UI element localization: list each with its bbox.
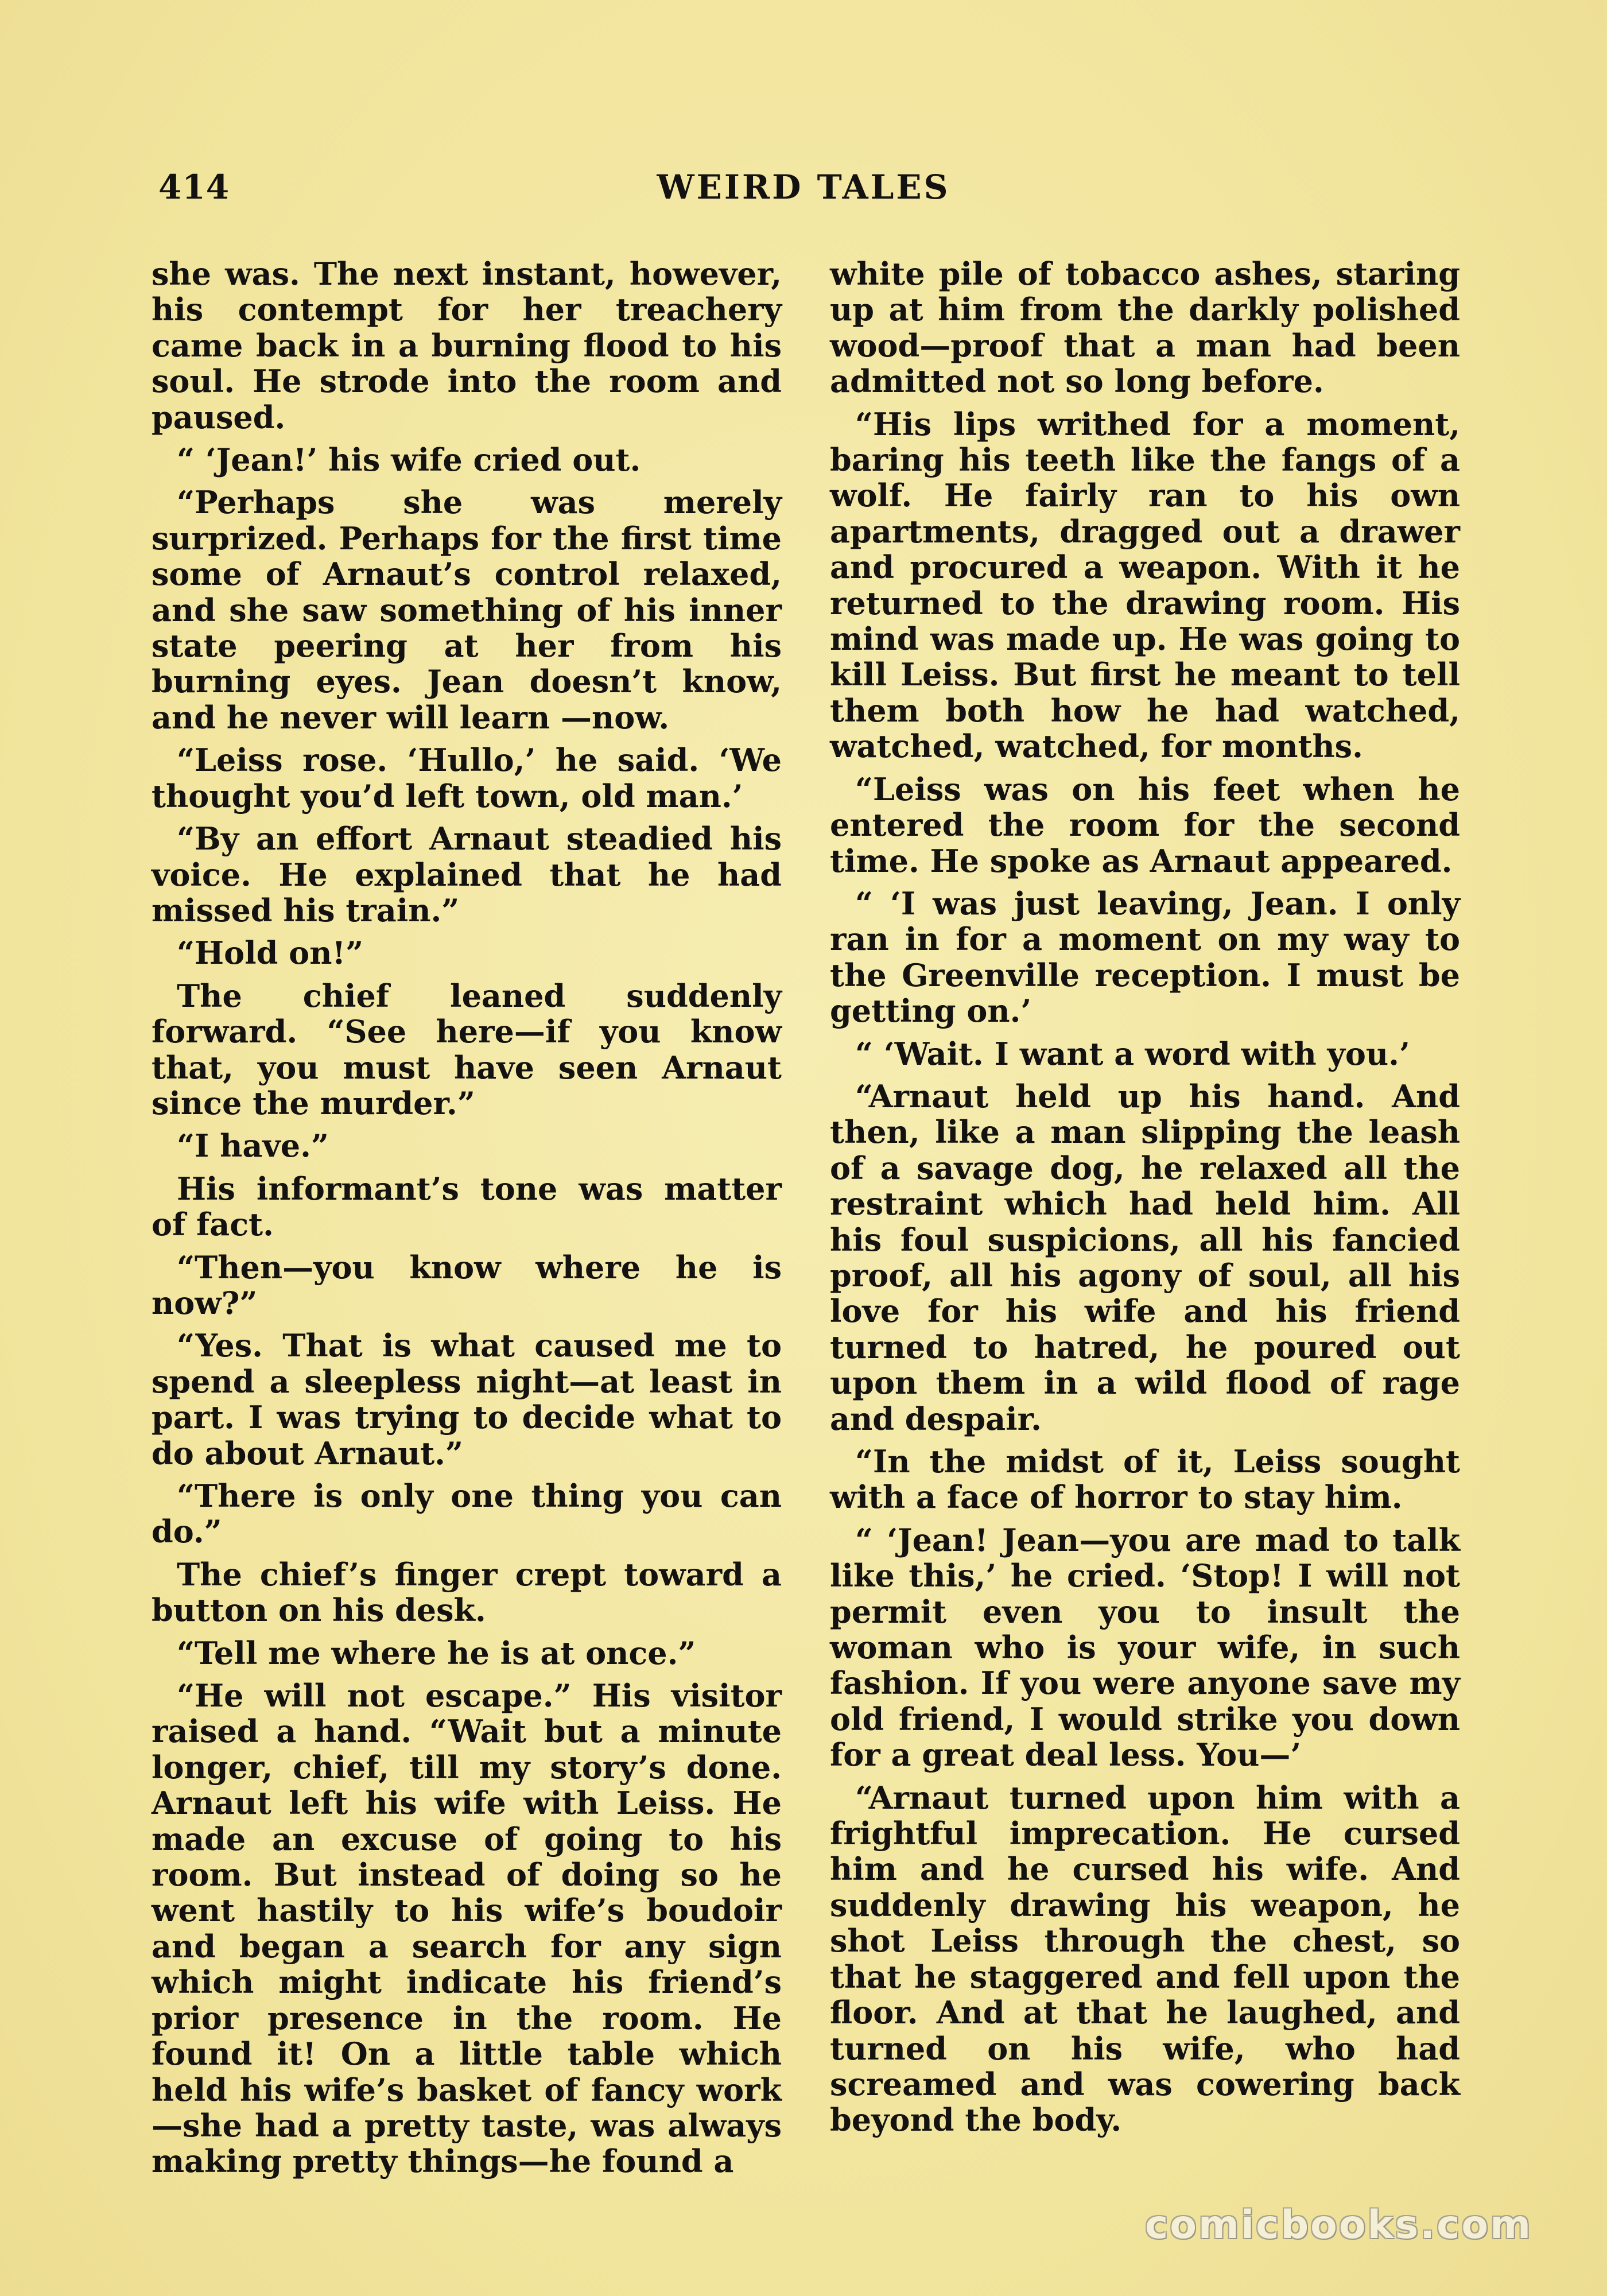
- paragraph: “Hold on!”: [177, 934, 364, 972]
- left-column: [152, 256, 782, 2186]
- paragraph: “Yes. That is what caused me to spend a sleepless night—at least in part. I was trying to decide what to do about Arnaut.”: [152, 1327, 782, 1472]
- paragraph: “In the midst of it, Leiss sought with a face of horror to stay him.: [830, 1443, 1460, 1516]
- paragraph: “Arnaut turned upon him with a frightful imprecation. He cursed him and he cursed his wife. And suddenly drawing his weapon, he shot Leiss through the chest, so that he staggered and fell upon the floor. And at that he laughed, and turned on his wife, who had screamed and was cowering back beyond the body.: [830, 1779, 1460, 2139]
- paragraph: The chief’s finger crept toward a button on his desk.: [152, 1556, 782, 1629]
- paragraph: “Arnaut held up his hand. And then, like a man slipping the leash of a savage dog, he relaxed all the restraint which had held him. All his foul suspicions, all his fancied proof, all his agony of soul, all his love for his wife and his friend turned to hatred, he poured out upon them in a wild flood of rage and despair.: [830, 1077, 1460, 1437]
- paragraph: “ ‘Wait. I want a word with you.’: [855, 1035, 1410, 1072]
- paragraph: The chief leaned suddenly forward. “See here—if you know that, you must have seen Arnaut since the murder.”: [152, 977, 782, 1122]
- paragraph: “ ‘Jean! Jean—you are mad to talk like this,’ he cried. ‘Stop! I will not permit even you to insult the woman who is your wife, in such fashion. If you were anyone save my old friend, I would strike you down for a great deal less. You—’: [830, 1521, 1460, 1774]
- right-column: [830, 256, 1460, 2145]
- paragraph: His informant’s tone was matter of fact.: [152, 1170, 782, 1243]
- paragraph: “There is only one thing you can do.”: [152, 1477, 782, 1550]
- paragraph: “He will not escape.” His visitor raised a hand. “Wait but a minute longer, chief, till my story’s done. Arnaut left his wife with Leiss. He made an excuse of going to his room. But instead of doing so he went hastily to his wife’s boudoir and began a search for any sign which might indicate his friend’s prior presence in the room. He found it! On a little table which held his wife’s basket of fancy work —she had a pretty taste, was always making pretty things—he found a: [152, 1677, 782, 2180]
- paragraph: “Leiss rose. ‘Hullo,’ he said. ‘We thought you’d left town, old man.’: [152, 742, 782, 815]
- paragraph: “His lips writhed for a moment, baring his teeth like the fangs of a wolf. He fairly ran to his own apartments, dragged out a drawer and procured a weapon. With it he returned to the drawing room. His mind was made up. He was going to kill Leiss. But first he meant to tell them both how he had watched, watched, watched, for months.: [830, 405, 1460, 765]
- paragraph: “I have.”: [177, 1127, 329, 1165]
- paragraph: “Perhaps she was merely surprized. Perhaps for the first time some of Arnaut’s control relaxed, and she saw something of his inner state peering at her from his burning eyes. Jean doesn’t know, and he never will learn —now.: [152, 484, 782, 736]
- paragraph: “ ‘I was just leaving, Jean. I only ran in for a moment on my way to the Greenville reception. I must be getting on.’: [830, 885, 1460, 1030]
- paragraph: “Then—you know where he is now?”: [152, 1248, 782, 1321]
- watermark: comicbooks.com: [1144, 2202, 1532, 2248]
- paragraph: “Tell me where he is at once.”: [177, 1634, 696, 1671]
- paragraph: “By an effort Arnaut steadied his voice. He explained that he had missed his train.”: [152, 820, 782, 929]
- paragraph: white pile of tobacco ashes, staring up at him from the darkly polished wood—proof that a man had been admitted not so long before.: [830, 255, 1460, 400]
- paragraph: “ ‘Jean!’ his wife cried out.: [177, 441, 641, 479]
- running-title: WEIRD TALES: [657, 168, 950, 207]
- paragraph: “Leiss was on his feet when he entered the room for the second time. He spoke as Arnaut appeared.: [830, 770, 1460, 879]
- page-number: 414: [158, 168, 230, 207]
- paragraph: she was. The next instant, however, his contempt for her treachery came back in a burning flood to his soul. He strode into the room and paused.: [152, 255, 782, 436]
